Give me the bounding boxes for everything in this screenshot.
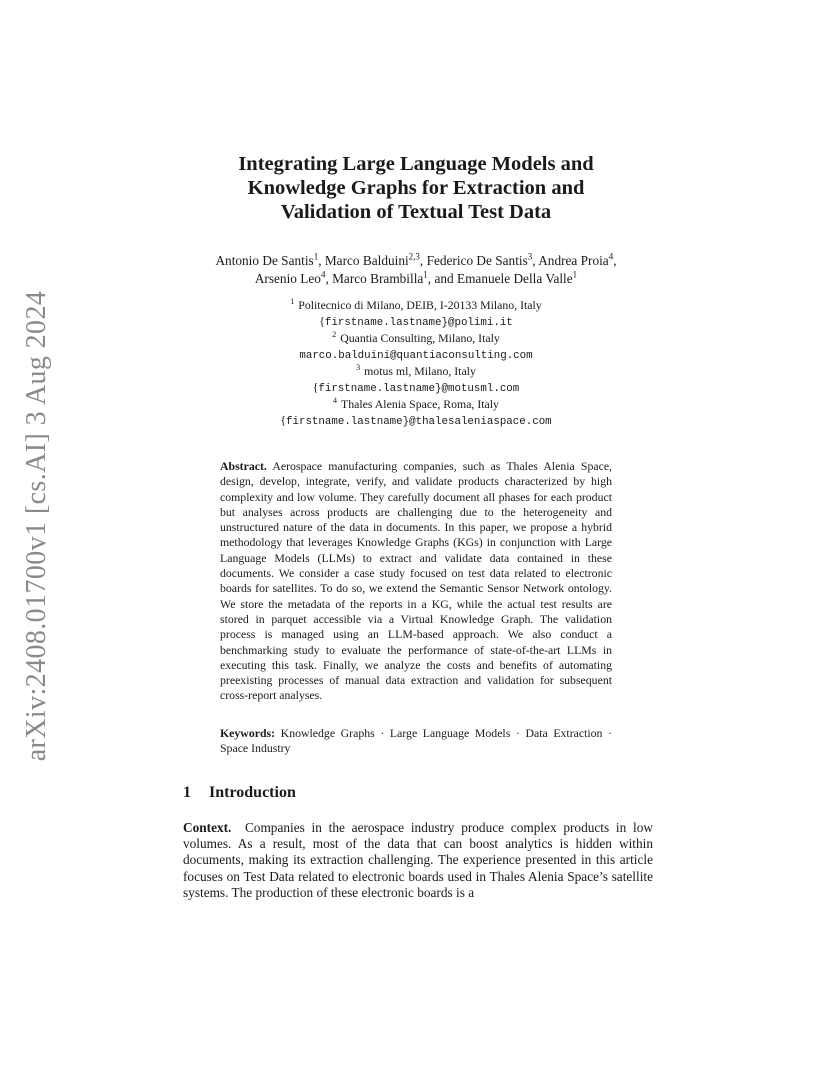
title-line: Knowledge Graphs for Extraction and bbox=[247, 177, 585, 199]
section-number: 1 bbox=[183, 784, 191, 801]
paragraph-text: Companies in the aerospace industry produce complex products in low volumes. As a result, most of the data that can boost analytics is hidden within documents, making its extraction challenging. The experience presented in this article focuses on Test Data related to electronic boards used in Thales Alenia Space’s satellite systems. The production of these electronic boards is a bbox=[183, 820, 653, 900]
affiliation-text: Quantia Consulting, Milano, Italy bbox=[340, 331, 500, 345]
affiliation-email bbox=[200, 413, 632, 431]
arxiv-identifier: arXiv:2408.01700v1 [cs.AI] 3 Aug 2024 bbox=[21, 290, 52, 762]
email-domain: }@thalesaleniaspace.com bbox=[402, 415, 552, 428]
author-separator: , bbox=[318, 253, 325, 268]
section-heading bbox=[183, 784, 296, 802]
affiliation-text: Politecnico di Milano, DEIB, I-20133 Milano, Italy bbox=[298, 298, 542, 312]
affiliation-name bbox=[200, 397, 632, 413]
author-name: Federico De Santis bbox=[426, 253, 528, 268]
author-name: Emanuele Della Valle bbox=[456, 271, 573, 286]
email-brace: { bbox=[319, 313, 325, 328]
affiliation-sup: 3 bbox=[356, 363, 361, 373]
email-domain: }@polimi.it bbox=[441, 316, 513, 329]
author-name: Marco Brambilla bbox=[332, 271, 424, 286]
affiliation-sup: 2 bbox=[332, 330, 337, 340]
author-list bbox=[150, 252, 682, 288]
affiliation-text: motus ml, Milano, Italy bbox=[364, 364, 476, 378]
paper-title bbox=[160, 152, 672, 224]
affiliation-name bbox=[200, 298, 632, 314]
section-title: Introduction bbox=[209, 784, 296, 801]
title-line: Integrating Large Language Models and bbox=[238, 153, 594, 175]
keywords-label: Keywords: bbox=[220, 726, 276, 740]
author-separator: , and bbox=[427, 271, 457, 286]
author-affil-sup: 4 bbox=[320, 269, 326, 280]
email-local: firstname.lastname bbox=[286, 415, 403, 428]
author-line bbox=[150, 270, 682, 288]
author-affil-sup: 4 bbox=[608, 251, 614, 262]
affiliation-name bbox=[200, 331, 632, 347]
title-line: Validation of Textual Test Data bbox=[280, 201, 552, 223]
author-separator: , bbox=[419, 253, 427, 268]
affiliation-sup: 1 bbox=[290, 297, 295, 307]
abstract-text: Aerospace manufacturing companies, such as Thales Alenia Space, design, develop, integrate, verify, and validate products characterized by high complexity and low volume. They carefully document all phases for each product but analyses across products are challenging due to the heterogeneity and unstructured nature of the data in documents. In this paper, we propose a hybrid methodology that leverages Knowledge Graphs (KGs) in conjunction with Large Language Models (LLMs) to extract and validate data contained in these documents. We consider a case study focused on test data related to electronic boards for satellites. To do so, we extend the Semantic Sensor Network ontology. We store the metadata of the reports in a KG, while the actual test results are stored in parquet accessible via a Virtual Knowledge Graph. The validation process is managed using an LLM-based approach. We also conduct a benchmarking study to evaluate the performance of state-of-the-art LLMs in executing this task. Finally, we analyze the costs and benefits of automating preexisting processes of manual data extraction and validation for subsequent cross-report analyses. bbox=[220, 459, 612, 703]
email-brace: { bbox=[312, 379, 319, 394]
author-affil-sup: 2,3 bbox=[408, 251, 420, 262]
keywords bbox=[220, 726, 612, 757]
author-separator: , bbox=[325, 271, 333, 286]
affiliation-email bbox=[200, 347, 632, 365]
email-local: firstname.lastname bbox=[324, 316, 442, 329]
author-separator: , bbox=[613, 253, 617, 268]
author-affil-sup: 1 bbox=[423, 269, 428, 280]
affiliation-email bbox=[200, 314, 632, 332]
email-local: marco.balduini@quantiaconsulting.com bbox=[299, 349, 533, 362]
author-name: Arsenio Leo bbox=[254, 271, 321, 286]
author-affil-sup: 1 bbox=[572, 269, 578, 280]
author-affil-sup: 3 bbox=[527, 251, 533, 262]
paragraph-label: Context. bbox=[183, 820, 232, 835]
email-domain: }@motusml.com bbox=[435, 382, 520, 395]
email-local: firstname.lastname bbox=[318, 382, 436, 395]
author-name: Marco Balduini bbox=[324, 253, 409, 268]
abstract-label: Abstract. bbox=[220, 459, 267, 473]
author-affil-sup: 1 bbox=[313, 251, 319, 262]
affiliation-list bbox=[200, 298, 632, 430]
affiliation-name bbox=[200, 364, 632, 380]
author-line bbox=[150, 252, 682, 270]
intro-paragraph bbox=[183, 820, 653, 901]
author-name: Andrea Proia bbox=[538, 253, 609, 268]
keywords-text: Knowledge Graphs · Large Language Models · Data Extraction · Space Industry bbox=[220, 726, 612, 756]
author-name: Antonio De Santis bbox=[215, 253, 314, 268]
affiliation-email bbox=[200, 380, 632, 398]
email-brace: { bbox=[280, 412, 286, 427]
affiliation-text: Thales Alenia Space, Roma, Italy bbox=[341, 397, 499, 411]
affiliation-sup: 4 bbox=[333, 396, 338, 406]
arxiv-side-stamp bbox=[14, 290, 60, 762]
abstract bbox=[220, 459, 612, 704]
author-separator: , bbox=[532, 253, 539, 268]
